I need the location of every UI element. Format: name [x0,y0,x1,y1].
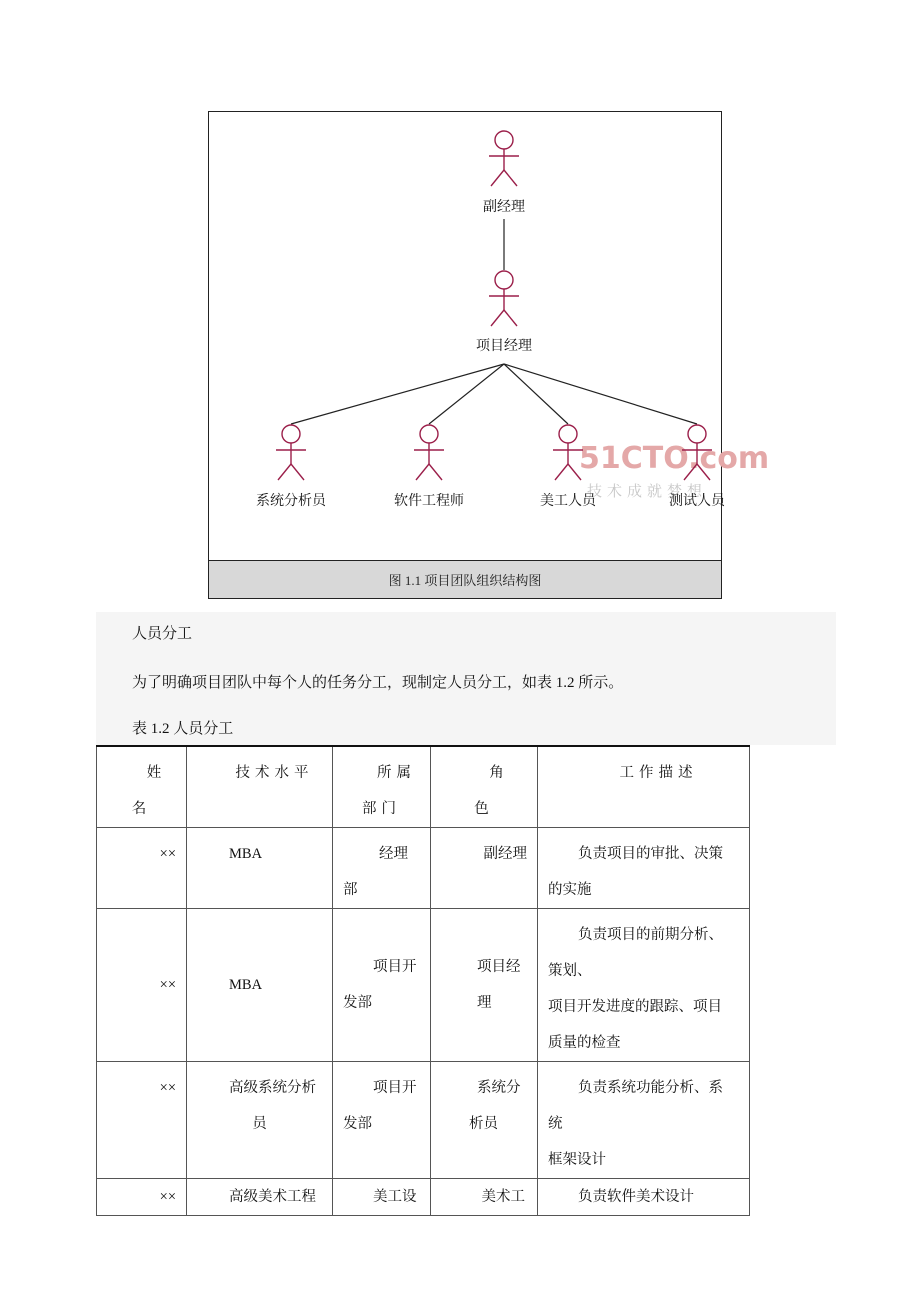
connector-mid-leaf3 [504,364,568,424]
cell-role: 副经理 [431,828,538,909]
node-label-deputy-manager: 副经理 [483,199,525,215]
cell-description: 负责项目的前期分析、 策划、 项目开发进度的跟踪、项目 质量的检查 [538,909,750,1062]
cell-description: 负责系统功能分析、系 统 框架设计 [538,1062,750,1179]
table-caption: 表 1.2 人员分工 [132,721,234,737]
table-header-row [97,746,750,828]
org-chart-diagram [209,112,770,562]
node-label-project-manager: 项目经理 [476,338,532,354]
actor-icon-deputy-manager [489,131,519,186]
cell-department: 经理 部 [333,828,431,909]
section-heading: 人员分工 [132,626,193,642]
watermark-tagline: 技术成就梦想 [587,482,708,500]
table-row [97,828,750,909]
connector-mid-leaf1 [291,364,504,424]
cell-skill: 高级美术工程 [187,1179,333,1216]
node-label-tester: 测试人员 [669,493,725,509]
cell-role: 项目经 理 [431,909,538,1062]
cell-name: ×× [97,909,187,1062]
node-label-artist: 美工人员 [540,493,596,509]
section-body: 为了明确项目团队中每个人的任务分工，现制定人员分工，如表 1.2 所示。 [132,675,624,691]
connector-mid-leaf2 [429,364,504,424]
cell-description: 负责项目的审批、决策 的实施 [538,828,750,909]
header-role: 角 色 [431,746,538,828]
cell-name: ×× [97,1179,187,1216]
actor-icon-system-analyst [276,425,306,480]
cell-skill: MBA [187,909,333,1062]
cell-description: 负责软件美术设计 [538,1179,750,1216]
header-skill: 技术水平 [187,746,333,828]
node-label-software-engineer: 软件工程师 [394,493,464,509]
cell-name: ×× [97,828,187,909]
staff-assignment-table [96,745,750,1216]
actor-icon-software-engineer [414,425,444,480]
cell-skill: 高级系统分析 员 [187,1062,333,1179]
cell-department: 美工设 [333,1179,431,1216]
table-row [97,909,750,1062]
header-name: 姓 名 [97,746,187,828]
cell-role: 系统分 析员 [431,1062,538,1179]
cell-department: 项目开 发部 [333,909,431,1062]
header-department: 所属 部门 [333,746,431,828]
cell-role: 美术工 [431,1179,538,1216]
cell-skill: MBA [187,828,333,909]
watermark-brand: 51CTO.com [579,441,770,476]
table-row [97,1062,750,1179]
table-row [97,1179,750,1216]
connector-mid-leaf4 [504,364,697,424]
node-label-system-analyst: 系统分析员 [256,493,326,509]
org-chart-figure [208,111,770,599]
cell-department: 项目开 发部 [333,1062,431,1179]
cell-name: ×× [97,1062,187,1179]
figure-caption: 图 1.1 项目团队组织结构图 [209,560,721,598]
header-description: 工作描述 [538,746,750,828]
actor-icon-project-manager [489,271,519,326]
